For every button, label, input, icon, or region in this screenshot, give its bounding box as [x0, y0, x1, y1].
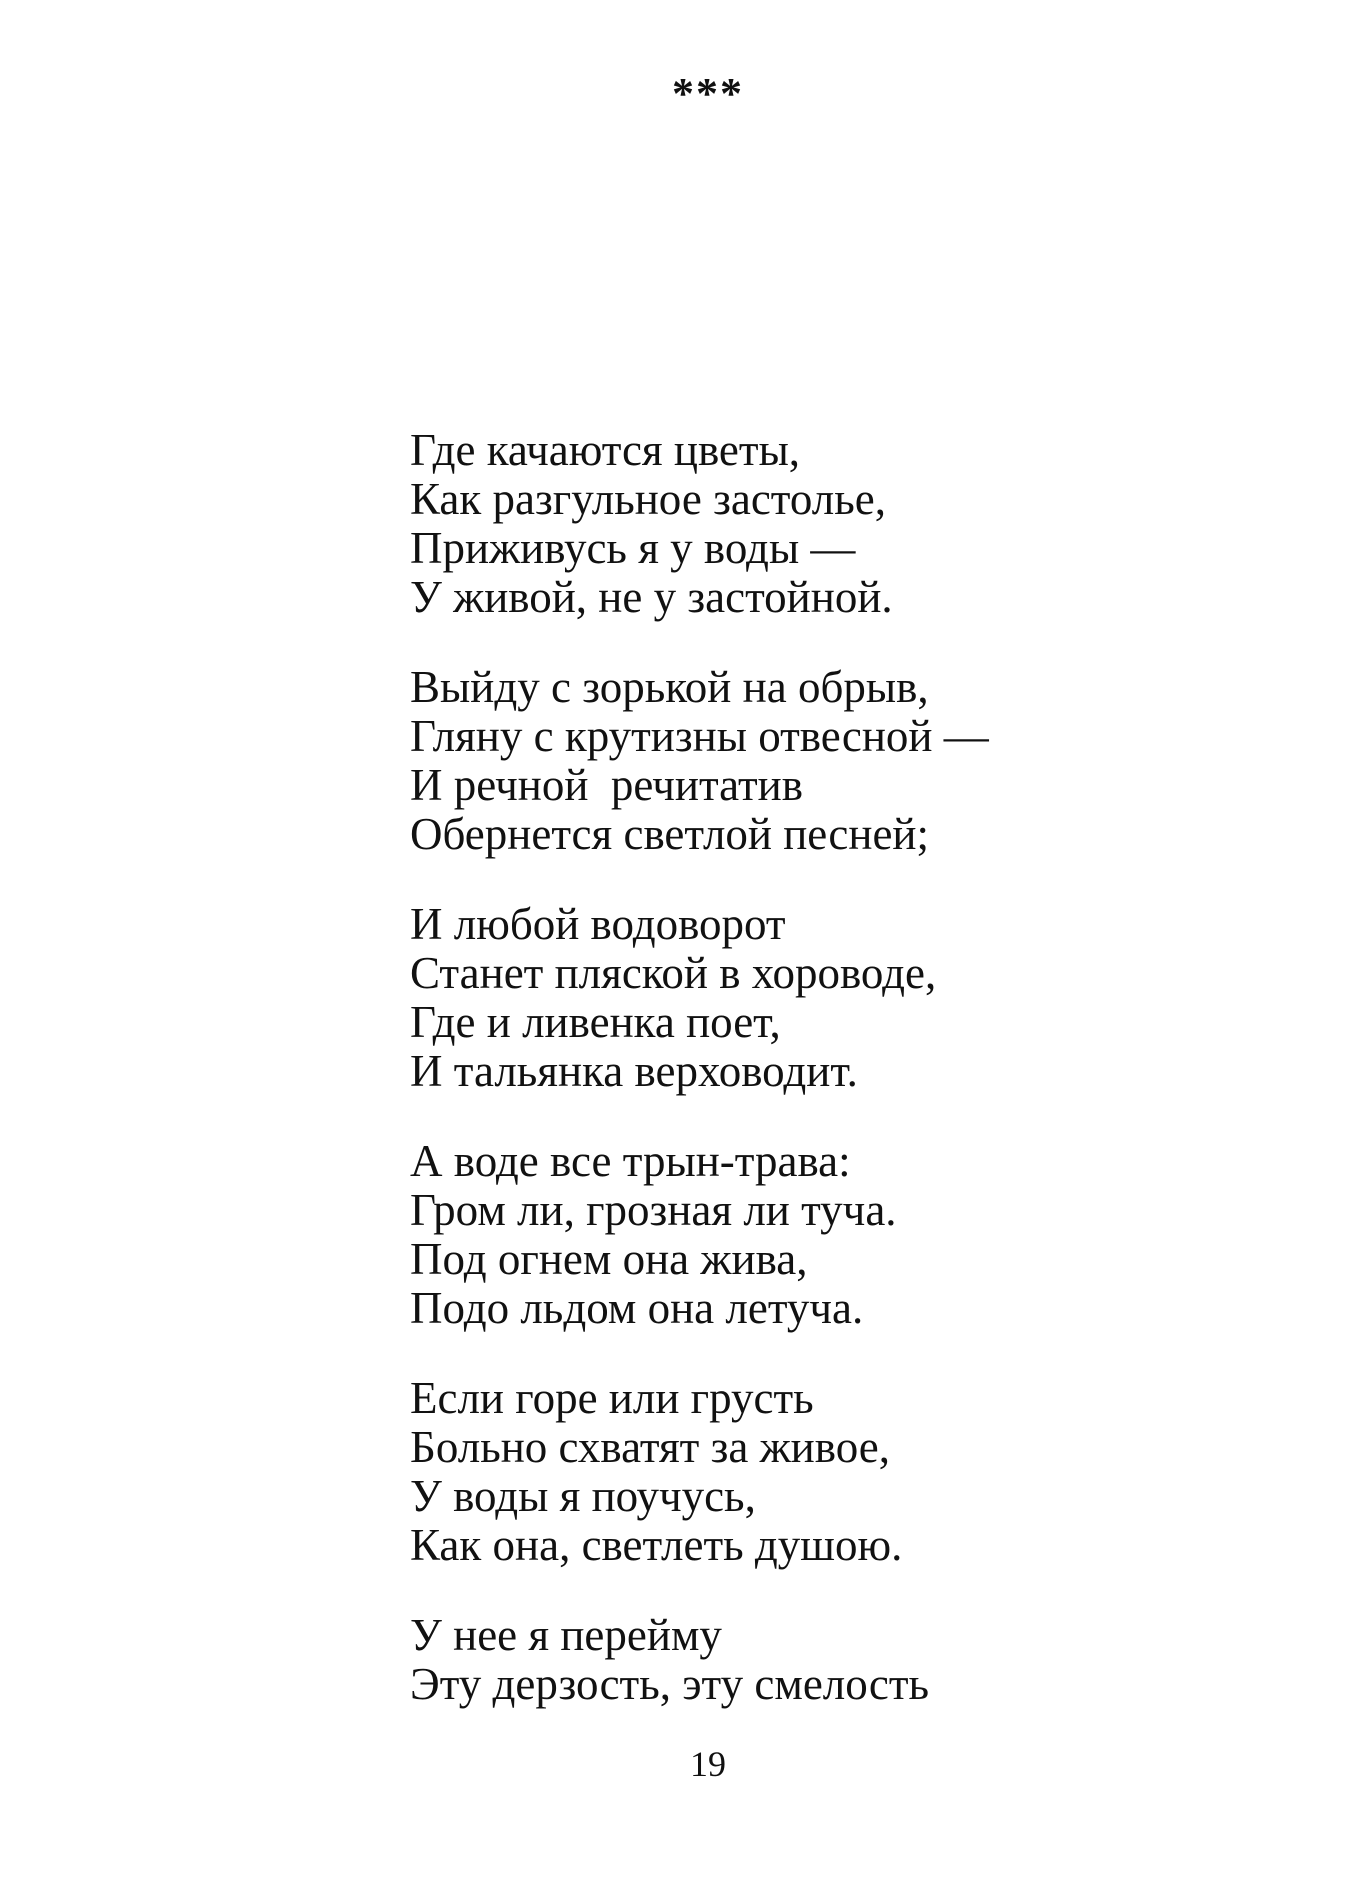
poem-line: Как она, светлеть душою. [410, 1520, 903, 1570]
poem-line: Где и ливенка поет, [410, 997, 781, 1047]
poem-line: У нее я перейму [410, 1610, 722, 1660]
poem-line: И любой водоворот [410, 899, 786, 949]
poem-line: Эту дерзость, эту смелость [410, 1659, 930, 1709]
poem-line: Приживусь я у воды — [410, 523, 856, 573]
poem-line: Больно схватят за живое, [410, 1422, 890, 1472]
poem-line: Подо льдом она летуча. [410, 1283, 864, 1333]
section-asterisks: *** [672, 69, 744, 118]
poem-line: Станет пляской в хороводе, [410, 948, 937, 998]
stanza-2 [410, 663, 1310, 859]
poem-line: А воде все трын-трава: [410, 1136, 851, 1186]
poem-line: Гром ли, грозная ли туча. [410, 1185, 897, 1235]
poem-line: Выйду с зорькой на обрыв, [410, 662, 929, 712]
poem-line: У воды я поучусь, [410, 1471, 756, 1521]
poem [410, 426, 1310, 1709]
poem-line: Где качаются цветы, [410, 425, 801, 475]
stanza-3 [410, 900, 1310, 1096]
page-number: 19 [690, 1744, 726, 1784]
poem-line: И тальянка верховодит. [410, 1046, 858, 1096]
poem-line: Под огнем она жива, [410, 1234, 808, 1284]
poem-line: У живой, не у застойной. [410, 572, 893, 622]
poem-line: И речной речитатив [410, 760, 803, 810]
poem-line: Гляну с крутизны отвесной — [410, 711, 989, 761]
stanza-4 [410, 1137, 1310, 1333]
stanza-5 [410, 1374, 1310, 1570]
poem-line: Как разгульное застолье, [410, 474, 886, 524]
stanza-6 [410, 1611, 1310, 1709]
poem-line: Если горе или грусть [410, 1373, 814, 1423]
poem-line: Обернется светлой песней; [410, 809, 930, 859]
stanza-1 [410, 426, 1310, 622]
